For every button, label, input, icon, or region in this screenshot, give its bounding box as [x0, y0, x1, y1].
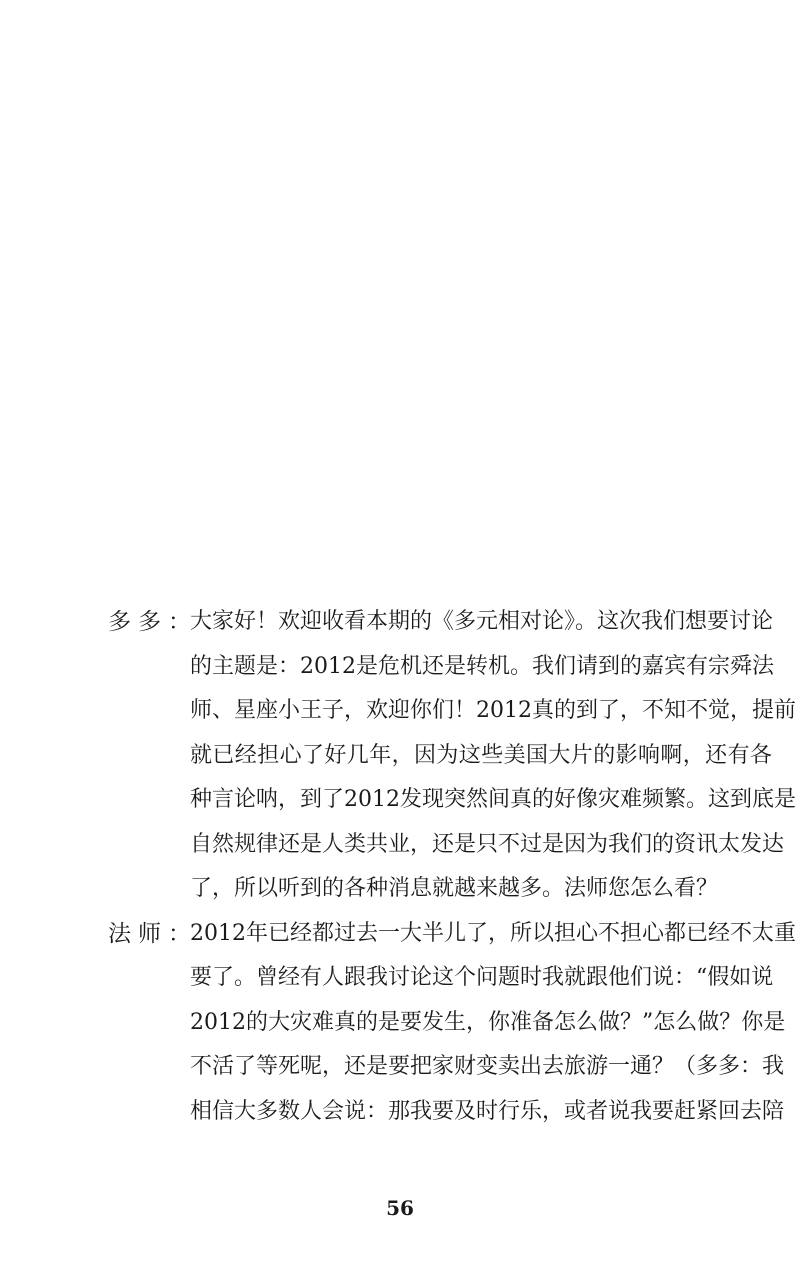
speaker-label: [108, 912, 191, 956]
speech-text: [190, 600, 796, 912]
text-line: 师、星座小王子，欢迎你们！2012真的到了，不知不觉，提前: [190, 698, 796, 723]
text-line: 相信大多数人会说：那我要及时行乐，或者说我要赶紧回去陪: [190, 1098, 785, 1124]
speaker-colon: ：: [168, 920, 191, 947]
text-line: 就已经担心了好几年，因为这些美国大片的影响啊，还有各: [190, 742, 772, 768]
speaker-char: 多: [138, 609, 161, 635]
speech-text: [190, 912, 796, 1135]
speaker-char: 师: [138, 920, 161, 947]
text-line: 大家好！欢迎收看本期的《多元相对论》。这次我们想要讨论: [190, 609, 774, 634]
text-line: 种言论呐，到了2012发现突然间真的好像灾难频繁。这到底是: [190, 787, 796, 812]
text-line: 自然规律还是人类共业，还是只不过是因为我们的资讯太发达: [190, 831, 785, 857]
speaker-char: 多: [108, 609, 131, 635]
text-line: 了，所以听到的各种消息就越来越多。法师您怎么看？: [190, 876, 719, 901]
text-line: 要了。曾经有人跟我讨论这个问题时我就跟他们说：“假如说: [190, 965, 774, 990]
speaker-char: 法: [108, 920, 131, 947]
speaker-colon: ：: [168, 609, 191, 635]
text-line: 2012的大灾难真的是要发生，你准备怎么做？”怎么做？你是: [190, 1009, 786, 1035]
text-line: 不活了等死呢，还是要把家财变卖出去旅游一通？（多多：我: [190, 1054, 785, 1079]
page-number: 56: [386, 1196, 414, 1220]
speaker-label: [108, 600, 191, 644]
text-line: 2012年已经都过去一大半儿了，所以担心不担心都已经不太重: [190, 920, 796, 946]
dialogue-entry-fashi: [108, 912, 796, 1135]
dialogue-entry-duoduo: [108, 600, 796, 912]
dialogue-block: [108, 600, 796, 1134]
text-line: 的主题是：2012是危机还是转机。我们请到的嘉宾有宗舜法: [190, 653, 774, 679]
